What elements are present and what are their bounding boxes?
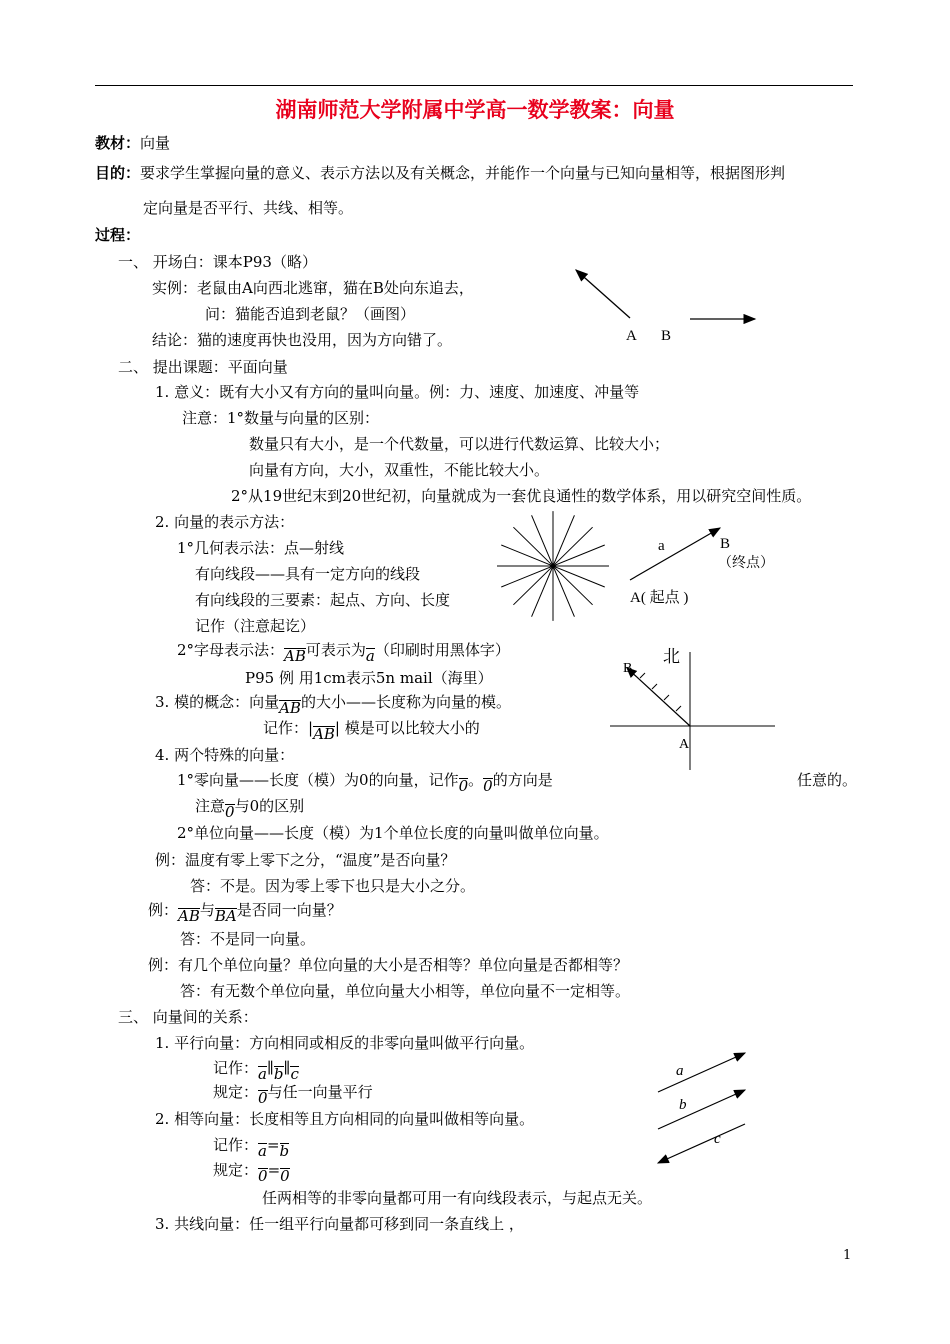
north-point-b: B (623, 661, 633, 676)
s2-special-vectors: 4. 两个特殊的向量： (155, 746, 295, 764)
north-diagram (605, 640, 780, 775)
aim-line-2: 定向量是否平行、共线、相等。 (143, 199, 354, 217)
aim-line-1: 目的：要求学生掌握向量的意义、表示方法以及有关概念，并能作一个向量与已知向量相等，根据图形判 (95, 164, 786, 182)
s2-meaning: 1. 意义：既有大小又有方向的量叫向量。例：力、速度、加速度、冲量等 (155, 383, 640, 401)
s2-representation: 2. 向量的表示方法： (155, 513, 295, 531)
vector-c-label: c (714, 1131, 721, 1147)
point-b-label: B (661, 328, 672, 344)
page-title: 湖南师范大学附属中学高一数学教案：向量 (275, 97, 675, 122)
vector-a-arrow (658, 1053, 745, 1092)
s2-letter-notation: 2°字母表示法：AB可表示为a（印刷时用黑体字） (177, 641, 510, 665)
segment-endpoint-label: B (720, 536, 731, 552)
page-number: 1 (843, 1248, 852, 1263)
north-label: 北 (663, 647, 680, 666)
s2-zero-note: 注意0与0的区别 (195, 797, 305, 821)
s3-equal: 2. 相等向量：长度相等且方向相同的向量叫做相等向量。 (155, 1110, 535, 1128)
s2-zero-vector: 1°零向量——长度（模）为0的向量，记作0。0的方向是 (177, 771, 553, 795)
s2-note-1: 数量只有大小，是一个代数量，可以进行代数运算、比较大小； (249, 435, 670, 453)
s2-unit-vector: 2°单位向量——长度（模）为1个单位长度的向量叫做单位向量。 (177, 824, 609, 842)
s2-example-3-q: 例：有几个单位向量？单位向量的大小是否相等？单位向量是否都相等？ (148, 956, 629, 974)
segment-start-label: A( 起点 ) (630, 590, 689, 606)
s3-parallel: 1. 平行向量：方向相同或相反的非零向量叫做平行向量。 (155, 1034, 535, 1052)
s3-equal-rule: 规定：0=0 (213, 1161, 290, 1185)
parallel-vectors-diagram (650, 1045, 755, 1170)
s2-heading: 二、 提出课题：平面向量 (118, 358, 288, 376)
mouse-arrow (576, 270, 630, 318)
s2-example-2-q: 例：AB与BA是否同一向量？ (148, 901, 342, 925)
s2-example-1-q: 例：温度有零上零下之分，“温度”是否向量？ (155, 851, 456, 869)
s2-directed-segment: 有向线段——具有一定方向的线段 (195, 565, 421, 583)
s2-note-3: 2°从19世纪末到20世纪初，向量就成为一套优良通性的数学体系，用以研究空间性质。 (231, 487, 812, 505)
s2-three-elements: 有向线段的三要素：起点、方向、长度 (195, 591, 451, 609)
s2-example-1-a: 答：不是。因为零上零下也只是大小之分。 (190, 877, 476, 895)
s2-note: 注意：1°数量与向量的区别： (182, 409, 380, 427)
directed-segment-diagram (620, 520, 790, 610)
s2-notation: 记作（注意起讫） (195, 617, 316, 635)
s1-example: 实例：老鼠由A向西北逃窜，猫在B处向东追去， (152, 279, 474, 297)
s3-equal-note: 任两相等的非零向量都可用一有向线段表示，与起点无关。 (262, 1189, 653, 1207)
segment-label-a: a (658, 538, 665, 554)
material-line: 教材：向量 (95, 134, 171, 152)
s1-heading: 一、 开场白：课本P93（略） (118, 253, 317, 271)
s3-collinear: 3. 共线向量：任一组平行向量都可移到同一条直线上 ， (155, 1215, 524, 1233)
vector-ab-arrow (627, 668, 690, 726)
s3-parallel-rule: 规定：0与任一向量平行 (213, 1083, 373, 1107)
s2-example-2-a: 答：不是同一向量。 (180, 930, 316, 948)
mouse-cat-diagram (560, 258, 770, 348)
vector-b-arrow (658, 1090, 745, 1129)
s2-zero-direction: 任意的。 (797, 771, 858, 789)
rays-diagram (490, 508, 620, 628)
s1-conclusion: 结论：猫的速度再快也没用，因为方向错了。 (152, 331, 453, 349)
s3-heading: 三、 向量间的关系： (118, 1008, 258, 1026)
north-point-a: A (679, 737, 690, 752)
vector-a-label: a (676, 1063, 684, 1079)
s3-parallel-notation: 记作：a∥b∥c (213, 1059, 299, 1083)
s2-modulus-notation: 记作：|AB| 模是可以比较大小的 (263, 719, 480, 743)
segment-arrow (630, 528, 720, 580)
s2-modulus: 3. 模的概念：向量AB的大小——长度称为向量的模。 (155, 693, 511, 717)
vector-c-arrow (658, 1124, 745, 1163)
s1-question: 问：猫能否追到老鼠？（画图） (205, 305, 416, 323)
s2-note-2: 向量有方向，大小，双重性，不能比较大小。 (249, 461, 550, 479)
header-rule (95, 85, 853, 86)
s2-geometric: 1°几何表示法：点—射线 (177, 539, 345, 557)
s2-example-3-a: 答：有无数个单位向量，单位向量大小相等，单位向量不一定相等。 (180, 982, 631, 1000)
process-label: 过程： (95, 226, 141, 244)
s3-equal-notation: 记作：a=b (213, 1136, 290, 1160)
vector-b-label: b (679, 1097, 687, 1113)
s2-p95-example: P95 例 用1cm表示5n mail（海里） (245, 669, 493, 687)
point-a-label: A (626, 328, 637, 344)
segment-end-note: （终点） (718, 556, 774, 571)
